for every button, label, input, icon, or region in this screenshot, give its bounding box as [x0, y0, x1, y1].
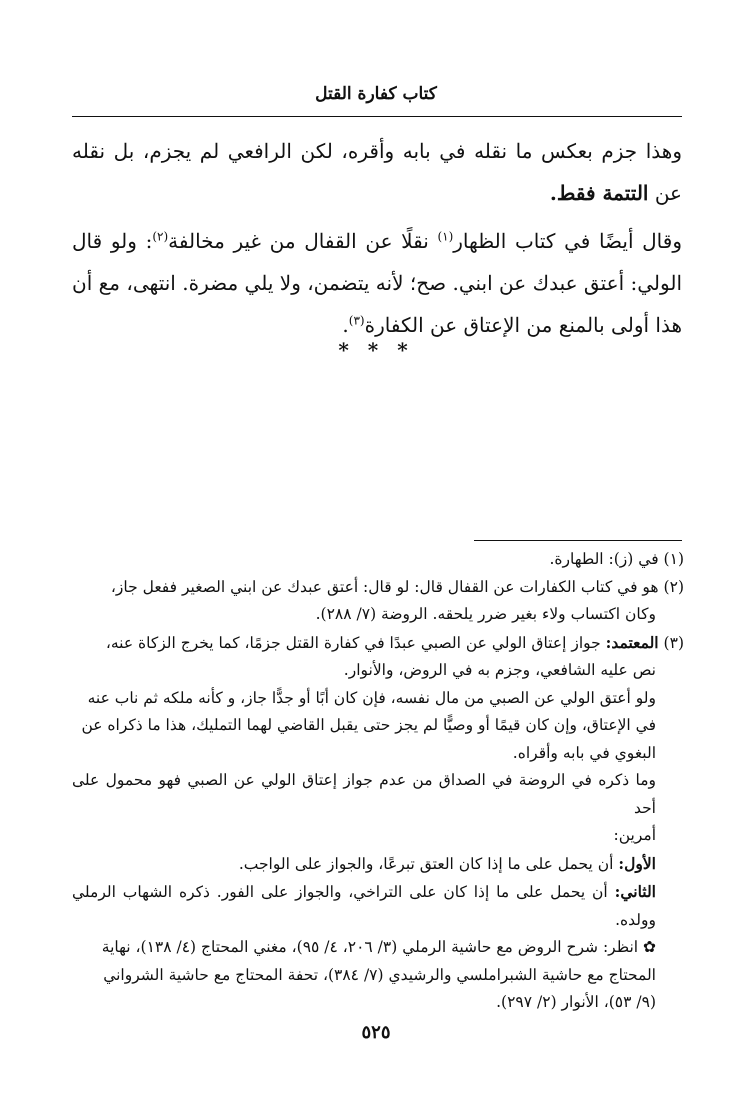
- paragraph-2: [72, 220, 682, 346]
- paragraph-1-bold: التتمة فقط.: [549, 181, 649, 205]
- footnote-3-second-text: أن يحمل على ما إذا كان على التراخي، والجواز على الفور. ذكره الشهاب الرملي وولده.: [72, 883, 656, 929]
- footnote-3-ref-line-1: انظر: شرح الروض مع حاشية الرملي (٣/ ٢٠٦، ٤/ ٩٥)، مغني المحتاج (٤/ ١٣٨)، نهاية: [101, 938, 643, 956]
- footnote-3-ref-line-2: المحتاج مع حاشية الشبراملسي والرشيدي (٧/ ٣٨٤)، تحفة المحتاج مع حاشية الشرواني: [103, 965, 656, 984]
- footnote-1: [72, 546, 684, 574]
- footnote-3-line-2: نص عليه الشافعي، وجزم به في الروض، والأنوار.: [343, 661, 656, 679]
- header-divider: [72, 116, 682, 117]
- footnote-divider: [474, 540, 682, 541]
- footnote-3-first: [72, 850, 684, 879]
- footnote-2-number: (٢): [663, 577, 684, 596]
- footnote-2-cont: وكان اكتساب ولاء بغير ضرر يلحقه. الروضة (٧/ ٢٨٨).: [315, 605, 656, 623]
- footnote-3-line-3: ولو أعتق الولي عن الصبي من مال نفسه، فإن كان أبًا أو جدًّا جاز، و كأنه ملكه ثم ناب عنه: [87, 688, 656, 707]
- footnote-1-number: (١): [663, 550, 684, 568]
- footnote-3-line-1: جواز إعتاق الولي عن الصبي عبدًا في كفارة القتل جزمًا، كما يخرج الزكاة عنه،: [105, 633, 606, 652]
- page-number: ٥٢٥: [361, 1022, 391, 1043]
- footnote-3-second: [72, 878, 684, 934]
- flower-icon: ✿: [643, 938, 656, 956]
- footnote-1-text: في (ز): الطهارة.: [549, 550, 659, 568]
- footnote-ref-2[interactable]: (٢): [152, 229, 169, 244]
- running-header-title: كتاب كفارة القتل: [315, 84, 437, 104]
- footnotes: [72, 546, 684, 1017]
- footnote-3-line-7: أمرين:: [613, 826, 656, 844]
- footnote-ref-1[interactable]: (١): [437, 229, 454, 244]
- footnote-3-line-5: البغوي في بابه وأقراه.: [512, 743, 656, 762]
- footnote-3-label: المعتمد:: [605, 632, 659, 652]
- footnote-3-second-label: الثاني:: [614, 882, 656, 901]
- footnote-3: [72, 629, 684, 658]
- paragraph-2-end: .: [342, 313, 349, 337]
- paragraph-2-text-b: نقلًا عن القفال من غير مخالفة: [168, 229, 438, 253]
- paragraph-2-text-c: : ولو قال الولي: أعتق عبدك عن ابني. صح؛ لأنه يتضمن، ولا يلي مضرة. انتهى، مع أن هذا أولى بالمنع من الإعتاق عن الكفارة: [72, 229, 682, 337]
- footnote-ref-3[interactable]: (٣): [348, 313, 365, 328]
- footnote-2: [72, 574, 684, 602]
- footnote-3-number: (٣): [663, 633, 684, 652]
- paragraph-1-text: وهذا جزم بعكس ما نقله في بابه وأقره، لكن الرافعي لم يجزم، بل نقله عن: [72, 139, 682, 205]
- footnote-3-ref: [72, 934, 684, 962]
- footnote-3-ref-line-3: (٩/ ٥٣)، الأنوار (٢/ ٢٩٧).: [496, 993, 656, 1011]
- footnote-3-first-label: الأول:: [618, 853, 656, 873]
- footnote-3-line-6: وما ذكره في الروضة في الصداق من عدم جواز إعتاق الولي عن الصبي فهو محمول على أحد: [72, 771, 656, 817]
- paragraph-2-text-a: وقال أيضًا في كتاب الظهار: [453, 229, 682, 253]
- footnote-2-line-1: هو في كتاب الكفارات عن القفال قال: لو قال: أعتق عبدك عن ابني الصغير ففعل جاز،: [110, 577, 659, 596]
- footnote-3-line-4: في الإعتاق، وإن كان قيمًا أو وصيًّا لم يجز حتى يقبل القاضي لهما التمليك، هذا ما ذكراه عن: [81, 716, 656, 734]
- paragraph-1: [72, 130, 682, 214]
- section-separator: * * *: [338, 338, 414, 362]
- footnote-3-first-text: أن يحمل على ما إذا كان العتق تبرعًا، والجواز على الواجب.: [238, 854, 619, 873]
